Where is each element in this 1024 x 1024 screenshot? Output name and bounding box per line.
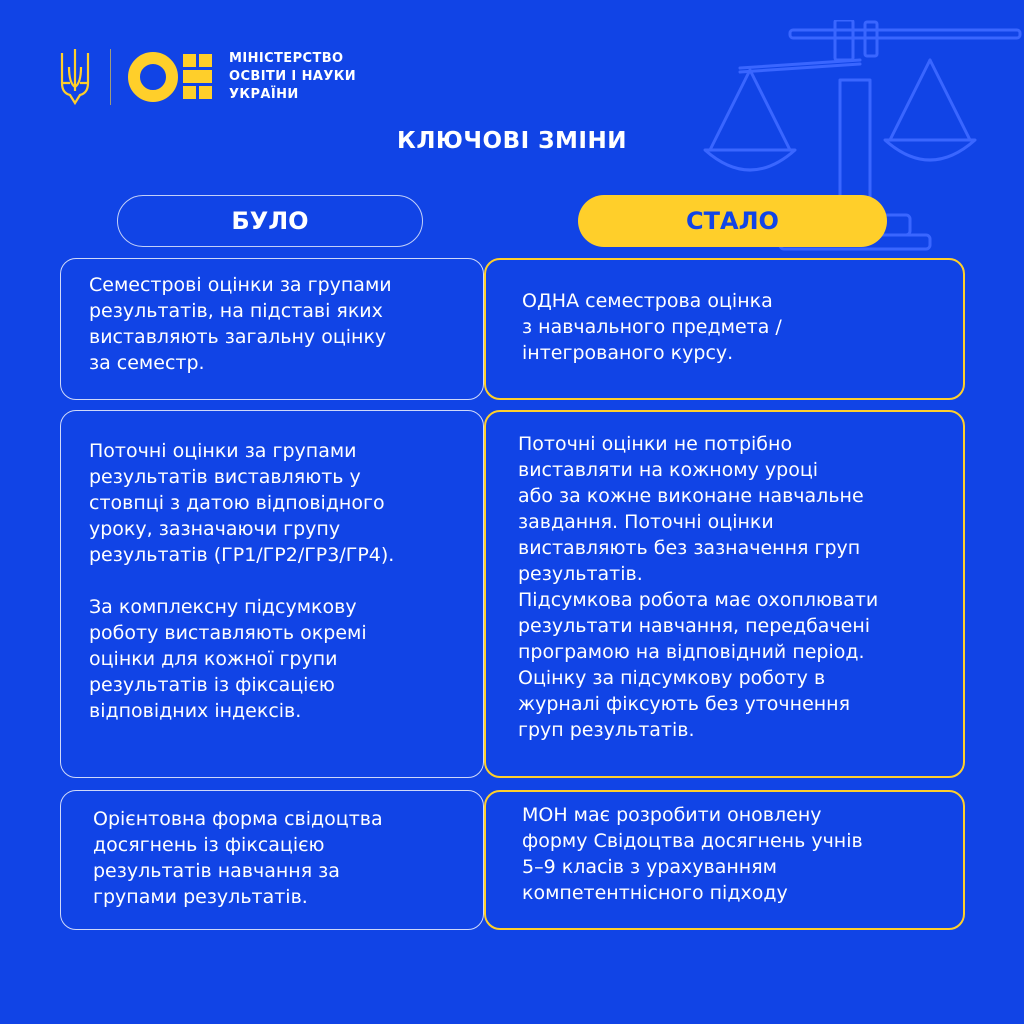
after-card-text: Поточні оцінки не потрібно виставляти на кожному уроці або за кожне виконане навчальне завдання. Поточні оцінки виставляють без зазначення груп результатів. Підсумкова робота має охоплювати результати навчання, передбачені програмою на відповідний період. Оцінку за підсумкову роботу в журналі фіксують без уточнення груп результатів. — [518, 433, 879, 741]
before-card-text: Поточні оцінки за групами результатів виставляють у стовпці з датою відповідного уроку, зазначаючи групу результатів (ГР1/ГР2/ГР3/ГР4). За комплексну підсумкову роботу виставляють окремі оцінки для кожної групи результатів із фіксацією відповідних індексів. — [89, 440, 395, 722]
after-card — [484, 790, 965, 930]
ministry-line: УКРАЇНИ — [229, 87, 299, 102]
mon-logo — [127, 49, 215, 105]
column-label-before: БУЛО — [117, 195, 423, 247]
before-card — [60, 790, 484, 930]
before-card-text: Орієнтовна форма свідоцтва досягнень із фіксацією результатів навчання за групами результатів. — [93, 808, 383, 908]
before-card — [60, 258, 484, 400]
trident-icon — [58, 47, 92, 107]
ministry-line: МІНІСТЕРСТВО — [229, 51, 344, 66]
after-card-text: ОДНА семестрова оцінка з навчального предмета / інтегрованого курсу. — [522, 290, 782, 364]
header — [58, 46, 356, 108]
after-card-text: МОН має розробити оновлену форму Свідоцтва досягнень учнів 5–9 класів з урахуванням компетентнісного підходу — [522, 804, 863, 904]
page-title: КЛЮЧОВІ ЗМІНИ — [397, 128, 627, 154]
column-label-after: СТАЛО — [578, 195, 887, 247]
before-card — [60, 410, 484, 778]
after-card — [484, 410, 965, 778]
before-card-text: Семестрові оцінки за групами результатів, на підставі яких виставляють загальну оцінку за семестр. — [89, 274, 392, 374]
ministry-name — [229, 50, 356, 104]
after-card — [484, 258, 965, 400]
ministry-line: ОСВІТИ І НАУКИ — [229, 69, 357, 84]
header-divider — [110, 49, 111, 105]
